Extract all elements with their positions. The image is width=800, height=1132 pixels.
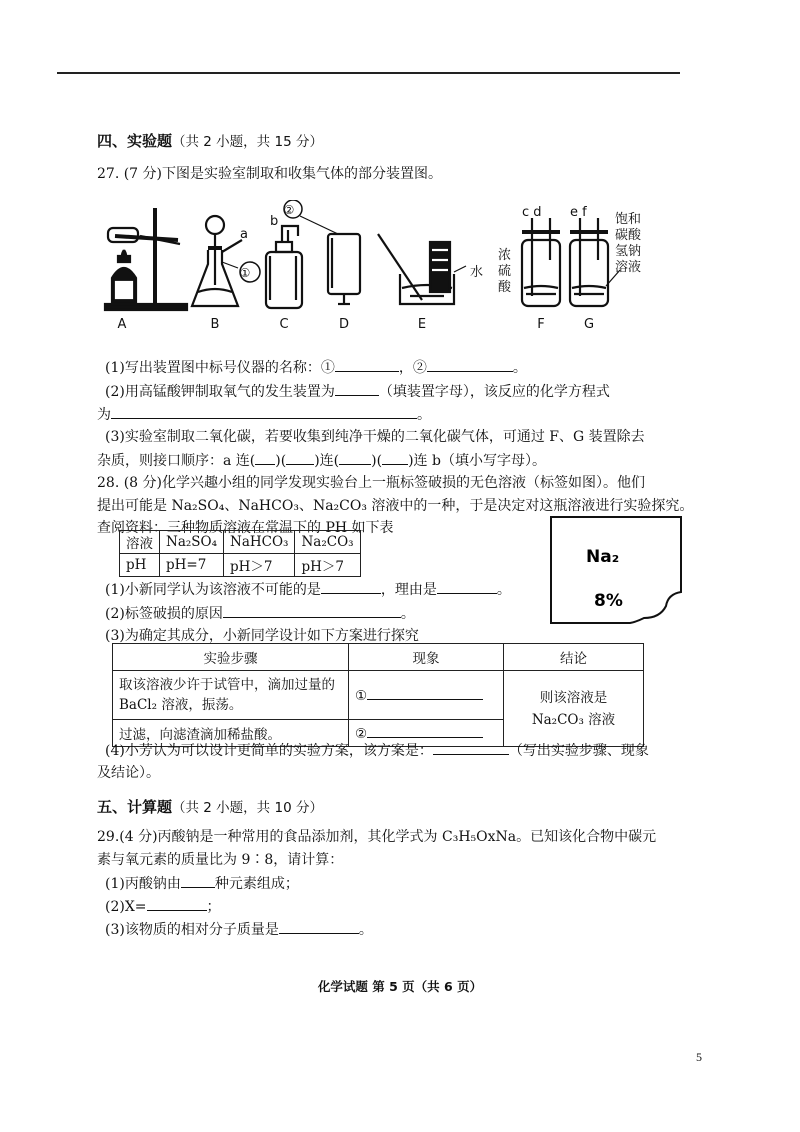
- top-rule: [57, 72, 680, 74]
- blank[interactable]: [181, 874, 215, 888]
- blank[interactable]: [223, 604, 401, 618]
- label-e: E: [417, 317, 427, 332]
- q27-stem: 27. (7 分)下图是实验室制取和收集气体的部分装置图。: [97, 166, 442, 182]
- q29-q1: (1)丙酸钠由 种元素组成；: [105, 876, 299, 892]
- table-row: [120, 531, 361, 554]
- bicarb-label: 饱和碳酸氢钠溶液: [615, 212, 642, 275]
- label-d: D: [338, 317, 350, 332]
- table-cell: 取该溶液少许于试管中，滴加过量的 BaCl₂ 溶液，振荡。: [113, 671, 349, 720]
- blank[interactable]: [286, 451, 314, 465]
- q28-q3: (3)为确定其成分，小新同学设计如下方案进行探究: [105, 628, 419, 644]
- blank[interactable]: [339, 451, 371, 465]
- blank[interactable]: [335, 382, 379, 396]
- table-header: 实验步骤: [113, 644, 349, 671]
- label-b: B: [210, 317, 220, 332]
- blank[interactable]: [111, 405, 417, 419]
- label-g: G: [583, 317, 595, 332]
- q28-q4: (4)小芳认为可以设计更简单的实验方案，该方案是： （写出实验步骤、现象: [105, 743, 649, 759]
- blank[interactable]: [321, 580, 381, 594]
- table-cell: pH＞7: [295, 554, 360, 577]
- q29-line2: 素与氧元素的质量比为 9∶8，请计算：: [97, 852, 344, 868]
- blank[interactable]: [433, 741, 509, 755]
- marker-2-text: ②: [283, 203, 295, 217]
- apparatus-d: [328, 234, 360, 304]
- apparatus-figure: [100, 200, 660, 340]
- q27-q2: (2)用高锰酸钾制取氧气的发生装置为 （填装置字母），该反应的化学方程式: [105, 384, 610, 400]
- table-cell: [504, 671, 644, 747]
- q28-q2: (2)标签破损的原因 。: [105, 606, 415, 622]
- experiment-table: [112, 643, 644, 747]
- section4-title: 四、实验题: [97, 132, 173, 150]
- blank[interactable]: [335, 358, 399, 372]
- apparatus-a: [105, 208, 187, 310]
- q28-line1: 28. (8 分)化学兴趣小组的同学发现实验台上一瓶标签破损的无色溶液（标签如图）。他们: [97, 475, 645, 491]
- table-cell: ①: [349, 671, 504, 720]
- apparatus-b: [192, 216, 242, 306]
- q27-q3-line1: (3)实验室制取二氧化碳，若要收集到纯净干燥的二氧化碳气体，可通过 F、G 装置除去: [105, 429, 645, 445]
- q28-q1: (1)小新同学认为该溶液不可能的是 ，理由是 。: [105, 582, 511, 598]
- label-f: F: [537, 317, 545, 332]
- q27-q2-line2: 为 。: [97, 407, 431, 423]
- apparatus-e: [378, 234, 466, 304]
- blank[interactable]: [367, 686, 483, 700]
- blank[interactable]: [255, 451, 275, 465]
- torn-label: [548, 514, 686, 626]
- ports-ef: e f: [570, 205, 587, 220]
- blank[interactable]: [279, 920, 359, 934]
- table-row: [113, 644, 644, 671]
- table-cell: Na₂CO₃: [295, 531, 360, 554]
- page-number: 5: [696, 1050, 702, 1064]
- water-label: 水: [470, 265, 484, 280]
- table-cell: pH=7: [160, 554, 224, 577]
- blank[interactable]: [437, 580, 497, 594]
- apparatus-f: [522, 218, 560, 306]
- q28-line2: 提出可能是 Na₂SO₄、NaHCO₃、Na₂CO₃ 溶液中的一种，于是决定对这瓶溶液进行实验探究。: [97, 498, 694, 514]
- q27-q1: (1)写出装置图中标号仪器的名称：① ，② 。: [105, 360, 527, 376]
- q29-q2: (2)X= ；: [105, 899, 221, 915]
- q28-q4-line2: 及结论）。: [97, 765, 160, 781]
- apparatus-c: [266, 226, 302, 308]
- torn-label-bottom: 8%: [594, 591, 623, 611]
- table-cell: pH: [120, 554, 160, 577]
- table-cell: pH＞7: [224, 554, 295, 577]
- blank[interactable]: [367, 724, 483, 738]
- blank[interactable]: [147, 897, 207, 911]
- ph-table: [119, 530, 361, 577]
- marker-1-text: ①: [239, 266, 251, 280]
- table-cell: 溶液: [120, 531, 160, 554]
- conc-acid-label: 浓硫酸: [498, 248, 512, 295]
- blank[interactable]: [427, 358, 513, 372]
- section5-note: （共 2 小题，共 10 分）: [172, 800, 323, 816]
- table-cell: ②: [349, 720, 504, 747]
- table-cell: 过滤，向滤渣滴加稀盐酸。: [113, 720, 349, 747]
- conclusion-line: 则该溶液是: [539, 689, 608, 706]
- port-a: a: [240, 227, 248, 242]
- table-cell: NaHCO₃: [224, 531, 295, 554]
- ports-cd: c d: [522, 205, 542, 220]
- conclusion-line: Na₂CO₃ 溶液: [531, 711, 616, 728]
- section5-heading: [97, 796, 323, 817]
- page-footer: 化学试题 第 5 页（共 6 页）: [317, 979, 483, 994]
- port-b: b: [270, 214, 279, 229]
- table-header: 现象: [349, 644, 504, 671]
- table-cell: Na₂SO₄: [160, 531, 224, 554]
- torn-label-top: Na₂: [586, 547, 620, 567]
- table-row: [120, 554, 361, 577]
- q29-q3: (3)该物质的相对分子质量是 。: [105, 922, 373, 938]
- table-header: 结论: [504, 644, 644, 671]
- section5-title: 五、计算题: [97, 798, 173, 816]
- section4-note: （共 2 小题，共 15 分）: [172, 134, 323, 150]
- apparatus-g: [570, 218, 620, 306]
- q29-line1: 29.(4 分)丙酸钠是一种常用的食品添加剂，其化学式为 C₃H₅OxNa。已知该化合物中碳元: [97, 829, 657, 845]
- label-c: C: [279, 317, 289, 332]
- label-a: A: [117, 317, 127, 332]
- q28-line3: 查阅资料：三种物质溶液在常温下的 PH 如下表: [97, 520, 394, 536]
- blank[interactable]: [382, 451, 408, 465]
- table-row: [113, 671, 644, 720]
- section4-heading: [97, 130, 323, 151]
- q27-q3-line2: 杂质，则接口顺序：a 连( )( )连( )( )连 b（填小写字母）。: [97, 453, 546, 469]
